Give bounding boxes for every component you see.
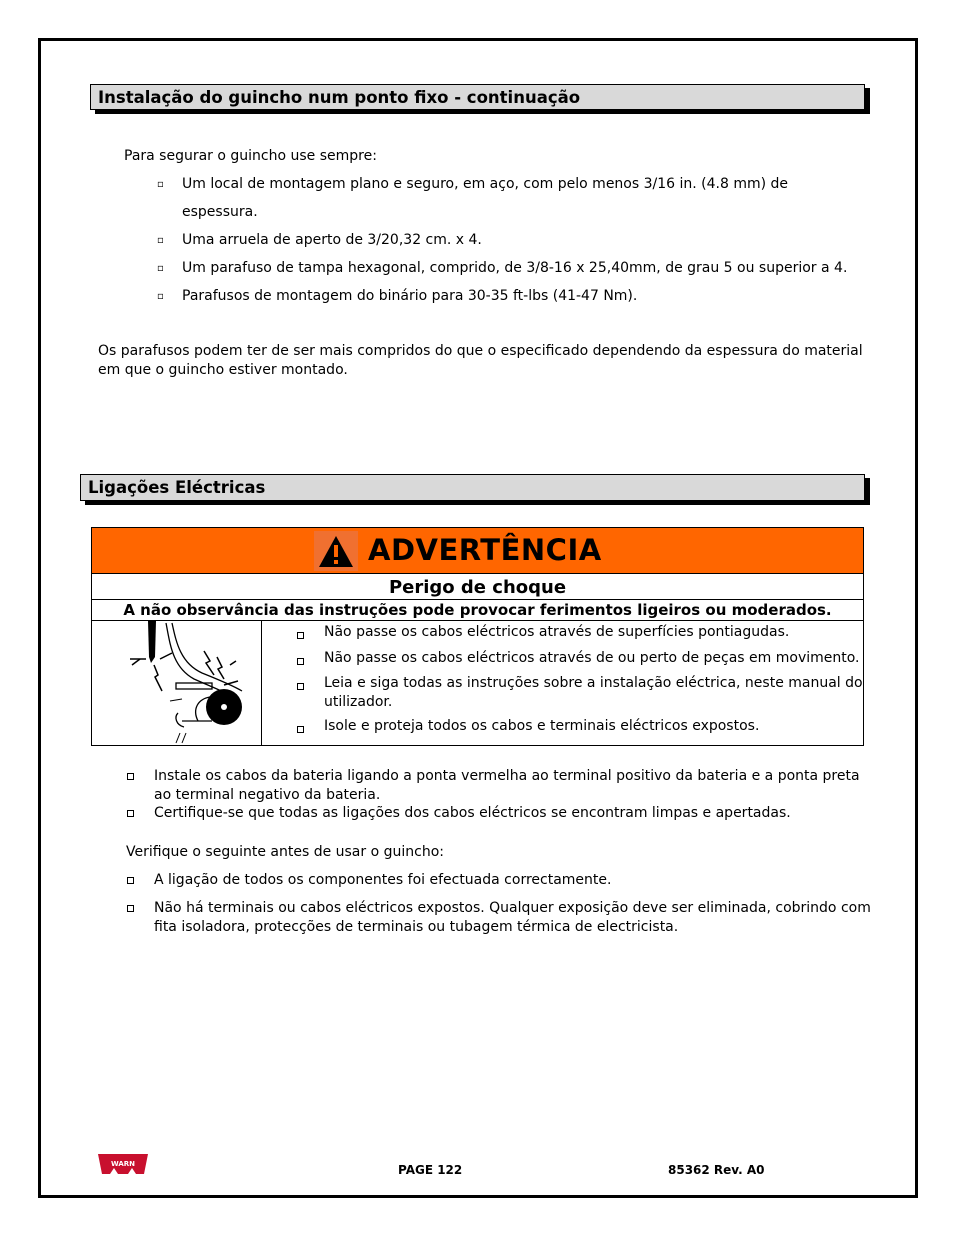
checkbox-bullet-icon [127, 773, 134, 780]
list-item: Uma arruela de aperto de 3/20,32 cm. x 4. [182, 232, 482, 248]
warning-consequence: A não observância das instruções pode provocar ferimentos ligeiros ou moderados. [92, 600, 863, 621]
warn-logo [98, 1152, 148, 1176]
checkbox-bullet-icon [127, 810, 134, 817]
check-item-continuation: fita isoladora, protecções de terminais ou tubagem térmica de electricista. [154, 919, 679, 935]
bullet-marker: ▫ [157, 179, 164, 190]
list-item: Um local de montagem plano e seguro, em aço, com pelo menos 3/16 in. (4.8 mm) de [182, 176, 789, 192]
check-item: Não há terminais ou cabos eléctricos expostos. Qualquer exposição deve ser eliminada, cobrindo com [154, 900, 871, 916]
list-item-continuation: espessura. [182, 204, 258, 220]
page-number: PAGE 122 [398, 1163, 463, 1177]
section-heading-installation: Instalação do guincho num ponto fixo - continuação [90, 84, 865, 110]
warning-instruction-continuation: utilizador. [324, 694, 393, 710]
checkbox-bullet-icon [127, 877, 134, 884]
checkbox-bullet-icon [297, 726, 304, 733]
warning-box [91, 527, 864, 746]
check-item: A ligação de todos os componentes foi efectuada correctamente. [154, 872, 612, 888]
step-text: Certifique-se que todas as ligações dos cabos eléctricos se encontram limpas e apertadas. [154, 805, 791, 821]
warning-instruction: Isole e proteja todos os cabos e terminais eléctricos expostos. [324, 718, 760, 734]
document-revision: 85362 Rev. A0 [668, 1163, 765, 1177]
warning-instruction: Não passe os cabos eléctricos através de ou perto de peças em movimento. [324, 650, 860, 666]
step-text-continuation: ao terminal negativo da bateria. [154, 787, 381, 803]
shock-hazard-pictogram [92, 621, 262, 745]
intro-text: Para segurar o guincho use sempre: [124, 148, 377, 164]
note-text: em que o guincho estiver montado. [98, 362, 348, 378]
bullet-marker: ▫ [157, 263, 164, 274]
checkbox-bullet-icon [297, 658, 304, 665]
warning-triangle-icon [314, 531, 358, 571]
checkbox-bullet-icon [297, 632, 304, 639]
warning-signal-bar [92, 528, 863, 574]
electric-shock-cable-icon [92, 621, 261, 745]
warning-instruction: Não passe os cabos eléctricos através de superfícies pontiagudas. [324, 624, 790, 640]
warning-instruction: Leia e siga todas as instruções sobre a instalação eléctrica, neste manual do [324, 675, 863, 691]
check-intro: Verifique o seguinte antes de usar o guincho: [126, 844, 444, 860]
section-heading-electrical: Ligações Eléctricas [80, 474, 865, 501]
bullet-marker: ▫ [157, 235, 164, 246]
list-item: Um parafuso de tampa hexagonal, comprido, de 3/8-16 x 25,40mm, de grau 5 ou superior a 4. [182, 260, 848, 276]
warning-hazard: Perigo de choque [92, 574, 863, 600]
svg-text:WARN: WARN [110, 1160, 136, 1168]
checkbox-bullet-icon [127, 905, 134, 912]
note-text: Os parafusos podem ter de ser mais compridos do que o especificado dependendo da espessura do material [98, 343, 863, 359]
step-text: Instale os cabos da bateria ligando a ponta vermelha ao terminal positivo da bateria e a ponta preta [154, 768, 860, 784]
warning-signal-word: ADVERTÊNCIA [368, 533, 602, 567]
bullet-marker: ▫ [157, 291, 164, 302]
checkbox-bullet-icon [297, 683, 304, 690]
list-item: Parafusos de montagem do binário para 30-35 ft-lbs (41-47 Nm). [182, 288, 638, 304]
